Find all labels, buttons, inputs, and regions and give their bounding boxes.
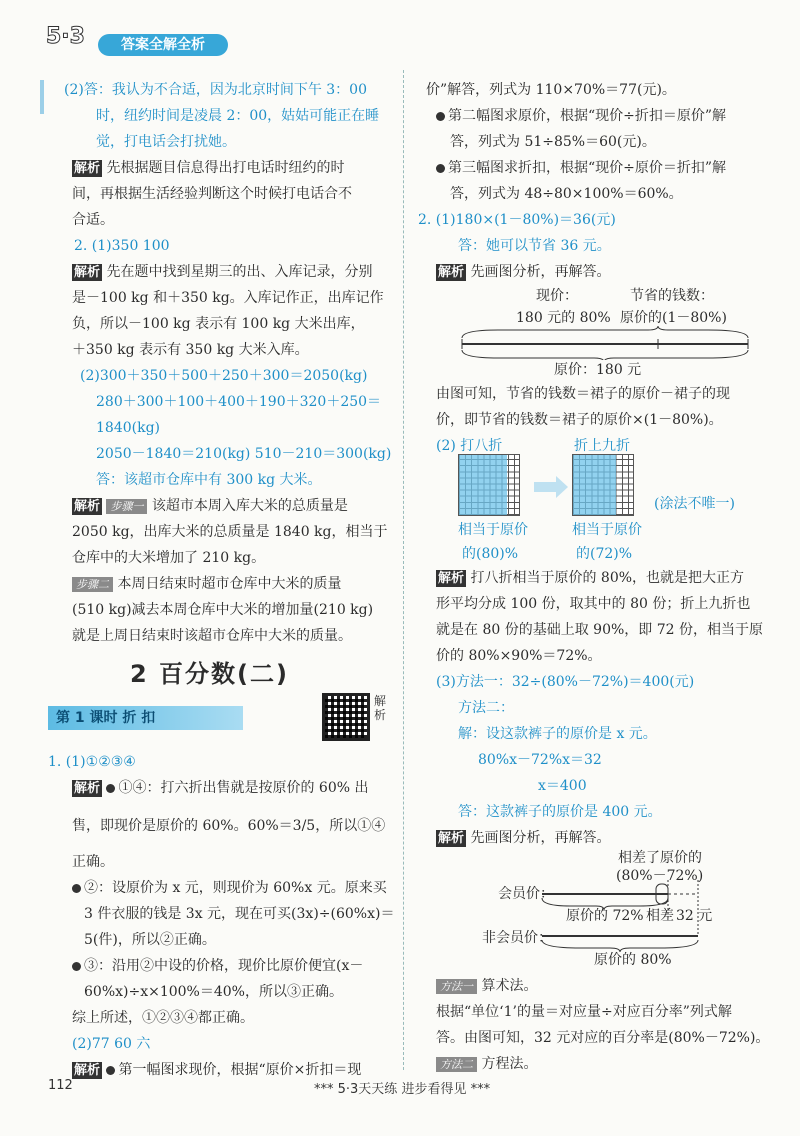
text-line: 2050 kg，出库大米的总质量是 1840 kg，相当于 [72,524,388,540]
method-text: 方程法。 [481,1056,538,1072]
text-line: 间，再根据生活经验判断这个时候打电话合不 [72,186,352,202]
analysis-tag: 解析 [438,571,465,586]
grid-fill [459,455,507,515]
text-line [72,878,387,898]
diagram-label: 相差 [646,908,674,924]
analysis-tag: 解析 [74,499,101,514]
analysis-text: ③：沿用②中设的价格，现价比原价便宜(x－ [84,958,364,974]
grid-caption: 相当于原价 [572,522,642,538]
analysis-text: ②：设原价为 x 元，则现价为 60%x 元。原来买 [84,880,387,896]
answer-line: x＝400 [538,778,587,794]
answer-line: 方法二： [458,700,514,716]
diagram-label: 原价：180 元 [554,362,642,378]
text-line [72,956,363,976]
text-line: 综上所述，①②③④都正确。 [72,1010,254,1026]
analysis-line [72,158,344,178]
diagram-label: 32 元 [676,908,713,924]
analysis-tag: 解析 [74,161,101,176]
method-line [436,1054,537,1074]
answer-line: 80%x－72%x＝32 [478,752,602,768]
answer-line: (2)77 60 六 [72,1036,151,1052]
text-line: 合适。 [72,212,114,228]
answer-line: 解：设这款裤子的原价是 x 元。 [458,726,657,742]
answer-marker [40,80,44,114]
diagram-label: 非会员价： [482,930,552,946]
answer-line: 时，纽约时间是凌晨 2：00，姑姑可能正在睡 [96,108,380,124]
diagram-label: 节省的钱数： [630,288,714,304]
arrow-head-icon [556,476,568,498]
answer-line: 2. (1)180×(1－80%)＝36(元) [418,212,616,228]
bullet-icon [72,962,81,971]
step-tag: 步骤二 [72,577,113,592]
method-text: 算术法。 [481,978,538,994]
step-tag: 步骤一 [106,499,147,514]
diagram-label: 现价： [536,288,578,304]
diagram-label: 180 元的 80% [516,310,611,326]
answer-line: 1840(kg) [96,420,160,436]
text-line: 正确。 [72,854,114,870]
analysis-line [72,496,348,516]
grid-caption: 的(80)% [462,546,519,562]
answer-line: (2)答：我认为不合适，因为北京时间下午 3：00 [64,82,368,98]
footer-slogan: *** 5·3天天练 进步看得见 *** [314,1082,491,1097]
qr-code[interactable] [322,693,370,741]
analysis-text: 第二幅图求原价，根据“现价÷折扣＝原价”解 [448,108,727,124]
analysis-text: 第三幅图求折扣，根据“现价÷原价＝折扣”解 [448,160,727,176]
analysis-text: 本周日结束时超市仓库中大米的质量 [117,576,342,592]
text-line [436,106,726,126]
text-line: 负，所以－100 kg 表示有 100 kg 大米出库， [72,316,365,332]
text-line: 售，即现价是原价的 60%。60%＝3/5，所以①④ [72,818,386,834]
analysis-text: 打八折相当于原价的 80%，也就是把大正方 [470,570,745,586]
method-tag: 方法二 [436,1057,477,1072]
analysis-line [72,1060,361,1080]
diagram-label: (80%－72%) [616,868,704,884]
analysis-text: 先画图分析，再解答。 [470,830,611,846]
analysis-tag: 解析 [438,831,465,846]
analysis-line [436,262,610,282]
analysis-tag: 解析 [74,265,101,280]
grid-72 [572,454,634,516]
text-line: 5(件)，所以②正确。 [84,932,216,948]
bullet-icon [436,112,445,121]
diagram-label: 原价的(1－80%) [620,310,727,326]
method-tag: 方法一 [436,979,477,994]
analysis-line [436,568,744,588]
analysis-text: 先根据题目信息得出打电话时纽约的时 [106,160,345,176]
qr-label: 解析 [374,694,387,722]
text-line [436,158,726,178]
diagram-label: 相差了原价的 [618,850,702,866]
analysis-text: 先在题中找到星期三的出、入库记录，分别 [106,264,373,280]
text-line: 仓库中的大米增加了 210 kg。 [72,550,266,566]
answer-line: 答：她可以节省 36 元。 [458,238,611,254]
answer-line: (3)方法一：32÷(80%－72%)＝400(元) [436,674,695,690]
answer-line: 280＋300＋100＋400＋190＋320＋250＝ [96,394,382,410]
grid-caption: 的(72)% [576,546,633,562]
grid-label: 折上九折 [574,438,630,454]
analysis-tag: 解析 [74,1063,101,1078]
text-line: 价”解答，列式为 110×70%＝77(元)。 [426,82,676,98]
diagram-label: 原价的 80% [594,952,672,968]
analysis-tag: 解析 [74,781,101,796]
text-line: 答，列式为 48÷80×100%＝60%。 [450,186,683,202]
answer-line: 答：这款裤子的原价是 400 元。 [458,804,662,820]
method-line [436,976,537,996]
brand-logo: 5·3 [46,24,85,49]
text-line: ＋350 kg 表示有 350 kg 大米入库。 [72,342,309,358]
lesson-title: 第 1 课时 折 扣 [48,706,243,730]
arrow-icon [534,482,556,492]
grid-caption: 相当于原价 [458,522,528,538]
text-line: 是－100 kg 和＋350 kg。入库记作正，出库记作 [72,290,384,306]
text-line: 60%x)÷x×100%＝40%，所以③正确。 [84,984,343,1000]
text-line: (510 kg)减去本周仓库中大米的增加量(210 kg) [72,602,374,618]
bullet-icon [106,1066,115,1075]
segment-diagram [458,326,758,360]
answer-line: (2)300＋350＋500＋250＋300＝2050(kg) [80,368,368,384]
answer-line: 答：该超市仓库中有 300 kg 大米。 [96,472,322,488]
text-line: 答。由图可知，32 元对应的百分率是(80%－72%)。 [436,1030,770,1046]
grid-label: (2) 打八折 [436,438,503,454]
analysis-text: ①④：打六折出售就是按原价的 60% 出 [118,780,369,796]
header-title: 答案全解全析 [98,34,228,56]
bullet-icon [72,884,81,893]
analysis-line [72,262,372,282]
text-line: 3 件衣服的钱是 3x 元，现在可买(3x)÷(60%x)＝ [84,906,395,922]
bullet-icon [106,784,115,793]
text-line [72,574,341,594]
text-line: 就是上周日结束时该超市仓库中大米的质量。 [72,628,352,644]
chapter-title: 2 百分数(二) [130,660,289,688]
text-line: 由图可知，节省的钱数＝裙子的原价－裙子的现 [436,386,730,402]
bullet-icon [436,164,445,173]
analysis-line [436,828,610,848]
answer-line: 觉，打电话会打扰她。 [96,134,236,150]
answer-line: 2. (1)350 100 [74,238,170,254]
analysis-text: 第一幅图求现价，根据“原价×折扣＝现 [118,1062,362,1078]
text-line: 价，即节省的钱数＝裙子的原价×(1－80%)。 [436,412,723,428]
analysis-tag: 解析 [438,265,465,280]
diagram-label: 会员价： [498,886,554,902]
answer-line: 1. (1)①②③④ [48,754,136,770]
text-line: 根据“单位‘1’的量＝对应量÷对应百分率”列式解 [436,1004,732,1020]
grid-fill [573,455,616,515]
text-line: 答，列式为 51÷85%＝60(元)。 [450,134,656,150]
text-line: 就是在 80 份的基础上取 90%，即 72 份，相当于原 [436,622,763,638]
grid-note: (涂法不唯一) [654,496,735,512]
grid-80 [458,454,520,516]
analysis-text: 该超市本周入库大米的总质量是 [151,498,348,514]
text-line: 形平均分成 100 份，取其中的 80 份；折上九折也 [436,596,751,612]
analysis-text: 先画图分析，再解答。 [470,264,611,280]
page-number: 112 [48,1078,73,1093]
text-line: 价的 80%×90%＝72%。 [436,648,602,664]
analysis-line [72,778,369,798]
column-divider [403,70,404,1070]
diagram-label: 原价的 72% [566,908,644,924]
answer-line: 2050－1840＝210(kg) 510－210＝300(kg) [96,446,392,462]
